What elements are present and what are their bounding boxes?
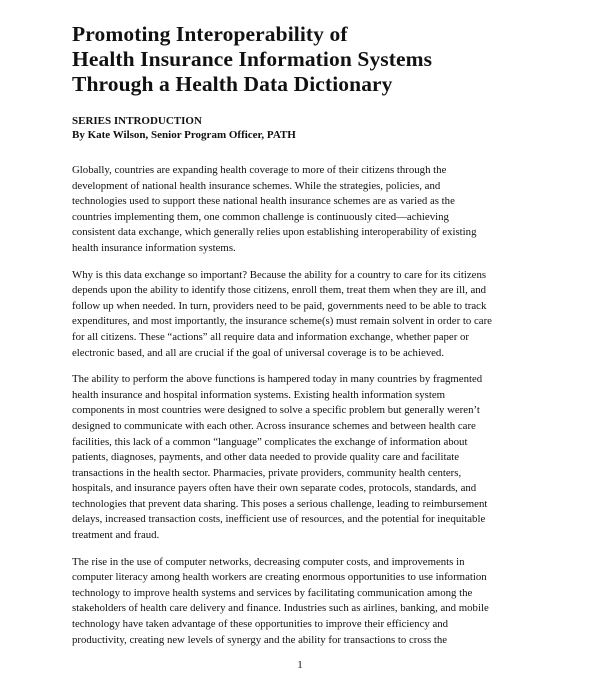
text-line: depends upon the ability to identify those citizens, enroll them, treat them when they are ill, and	[72, 284, 487, 297]
text-line: countries implementing them, one common challenge is continuously cited—achieving	[72, 210, 449, 223]
series-label: SERIES INTRODUCTION	[72, 115, 202, 127]
title-line: Health Insurance Information Systems	[72, 47, 433, 71]
text-line: consistent data exchange, which generally relies upon establishing interoperability of existing	[72, 226, 477, 239]
paragraph-2	[72, 268, 532, 362]
text-line: Why is this data exchange so important? Because the ability for a country to care for its citizens	[72, 268, 487, 281]
text-line: productivity, creating new levels of synergy and the ability for transactions to cross the	[72, 633, 448, 646]
text-line: delays, increased transaction costs, inefficient use of resources, and the potential for inequitable	[72, 513, 486, 526]
document-page	[72, 22, 532, 659]
paragraph-4	[72, 555, 532, 649]
text-line: designed to communicate with each other. Across insurance schemes and between health care	[72, 419, 476, 432]
page-number: 1	[297, 659, 303, 671]
text-line: hospitals, and insurance payers often have their own separate codes, protocols, standards, and	[72, 482, 477, 495]
text-line: technology to improve health systems and services by facilitating communication among the	[72, 586, 473, 599]
text-line: facilities, this lack of a common “language” complicates the exchange of information about	[72, 435, 468, 448]
title-line: Promoting Interoperability of	[72, 22, 348, 46]
text-line: transactions in the health sector. Pharmacies, private providers, community health centers,	[72, 466, 462, 479]
byline: By Kate Wilson, Senior Program Officer, PATH	[72, 129, 296, 141]
text-line: technologies that prevent data sharing. This poses a serious challenge, leading to reimbursement	[72, 497, 488, 510]
text-line: computer literacy among health workers are creating enormous opportunities to use information	[72, 571, 487, 584]
text-line: Globally, countries are expanding health coverage to more of their citizens through the	[72, 164, 447, 176]
paragraph-1	[72, 163, 532, 257]
document-title	[72, 22, 532, 97]
text-line: patients, diagnoses, payments, and other data needed to provide quality care and facilitate	[72, 451, 460, 464]
body-text	[72, 163, 532, 648]
text-line: development of national health insurance schemes. While the strategies, policies, and	[72, 179, 441, 192]
text-line: The rise in the use of computer networks, decreasing computer costs, and improvements in	[72, 555, 465, 568]
text-line: health insurance and hospital information systems. Existing health information system	[72, 388, 446, 401]
text-line: stakeholders of health care delivery and finance. Industries such as airlines, banking, and mobile	[72, 602, 489, 615]
paragraph-3	[72, 372, 532, 544]
text-line: The ability to perform the above functions is hampered today in many countries by fragmented	[72, 373, 483, 386]
text-line: treatment and fraud.	[72, 529, 160, 542]
text-line: components in most countries were designed to solve a specific problem but generally weren’t	[72, 404, 480, 417]
text-line: technology have taken advantage of these opportunities to improve their efficiency and	[72, 618, 449, 631]
text-line: electronic based, and all are crucial if the goal of universal coverage is to be achieved.	[72, 346, 445, 359]
text-line: technologies used to support these national health insurance schemes are as varied as the	[72, 195, 455, 208]
text-line: follow up when needed. In turn, providers need to be paid, governments need to be able to track	[72, 299, 487, 312]
series-header	[72, 114, 532, 142]
title-line: Through a Health Data Dictionary	[72, 72, 393, 96]
text-line: health insurance information systems.	[72, 241, 236, 254]
text-line: for all citizens. These “actions” all require data and information exchange, whether paper or	[72, 330, 470, 343]
text-line: expenditures, and most importantly, the insurance scheme(s) must remain solvent in order to care	[72, 315, 492, 328]
